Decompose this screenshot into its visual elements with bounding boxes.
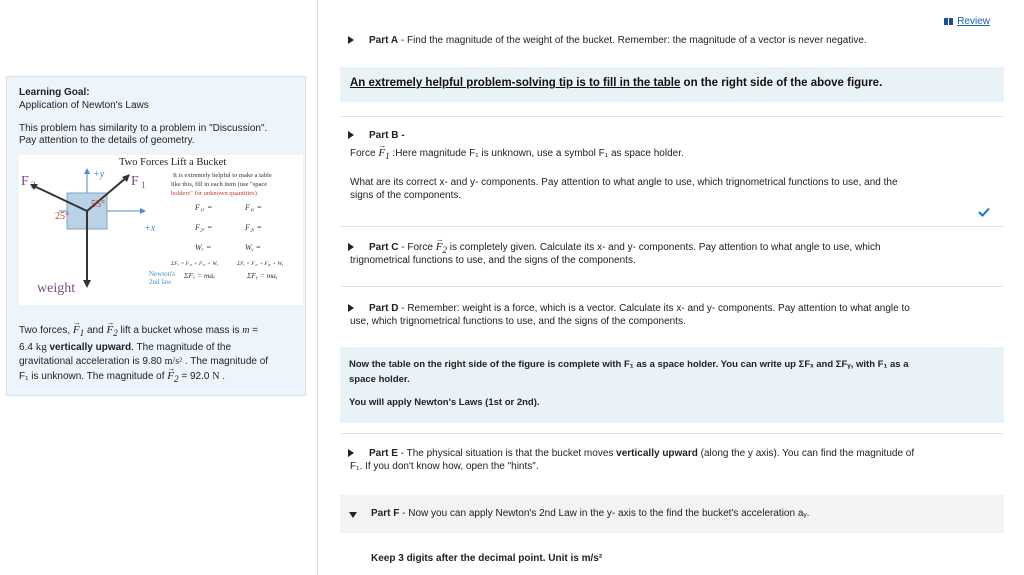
problem-text-1: Two forces, [19,325,73,336]
review-icon [944,18,953,25]
part-f-text: - Now you can apply Newton's 2nd Law in the y- axis to the find the bucket's acceleration aᵧ. [399,508,810,519]
part-b-force-post: :Here magnitude F₁ is unknown, use a symbol F₁ as space holder. [389,148,684,159]
review-label: Review [957,16,990,27]
part-b-q2: signs of the components. [350,190,462,201]
f1-label: F [131,174,139,189]
table-sum-x: ΣFₓ = F₁ₓ + F₂ₓ + Wₓ [171,261,219,267]
panel-divider [317,0,318,575]
part-f [371,507,809,520]
g-unit: m/s² [164,356,183,368]
newton-y: ΣFᵧ = maᵧ [247,271,278,280]
table-f1x: F₁ₓ = [195,203,213,212]
tip-underlined: An extremely helpful problem-solving tip is to fill in the table [350,77,681,89]
f1-vector: → $F_1$ [73,324,84,336]
part-d-label: Part D [369,303,399,314]
note-line-1b: space holder. [349,374,410,385]
force-diagram [19,155,303,305]
plus-x-label: +x [144,223,156,234]
f2-label: F [21,174,29,189]
part-f-label: Part F [371,508,400,519]
table-f1y: F₁ᵧ = [245,203,262,212]
note-text-1 [349,357,999,387]
divider-3 [340,286,1004,287]
part-c-text-1: - Force [398,242,436,253]
problem-eq: = [249,325,259,336]
problem-text-5: . The magnitude of [182,356,269,368]
part-b-force-pre: Force [350,148,379,159]
vertically-upward-text: vertically upward [49,342,132,354]
table-f2y: F₂ᵧ = [245,223,262,232]
part-e-label: Part E [369,448,398,459]
similarity-line-2: Pay attention to the details of geometry. [19,135,195,146]
part-c-text-3: trignometrical functions to use, and the signs of the components. [350,255,636,266]
f2-value: = 92.0 [178,371,213,383]
part-c-expand-icon[interactable] [348,243,354,251]
part-e-text-2: (along the y axis). You can find the magnitude of [697,448,915,459]
part-b-label: Part B [369,130,399,141]
part-d-expand-icon[interactable] [348,304,354,312]
divider-2 [340,226,1004,227]
tip-line-1: It is extremely helpful to make a table [173,172,272,179]
divider-4 [340,433,1004,434]
part-e-text-3: F₁. If you don't know how, open the "hints". [350,461,539,472]
precision-instruction: Keep 3 digits after the decimal point. Unit is m/s² [371,553,603,564]
note-line-1: Now the table on the right side of the figure is complete with F₁ as a space holder. You can write up ΣFₓ and ΣFᵧ, with F₁ as a [349,359,909,370]
part-d-text-1: - Remember: weight is a force, which is a vector. Calculate its x- and y- components. Pay attention to what angle to [398,303,910,314]
similarity-line-1: This problem has similarity to a problem in "Discussion". [19,123,268,134]
part-f-header[interactable] [340,495,1004,533]
table-f2x: F₂ₓ = [195,223,213,232]
note-box [340,347,1004,423]
angle-25-label: 25° [55,211,69,222]
newton-x: ΣFₓ = maₓ [184,271,216,280]
f2-vector: → $F_2$ [106,324,117,336]
learning-goal-panel [6,76,306,396]
part-f-collapse-icon[interactable] [349,512,357,518]
table-wy: Wᵧ = [245,243,261,252]
y-axis-arrow [84,168,90,174]
problem-text-6: F₁ is unknown. The magnitude of [19,371,168,383]
tip-box [340,67,1004,102]
table-wx: Wₓ = [195,243,212,252]
part-b-dash: - [398,130,405,141]
checkmark-icon [978,207,990,217]
angle-55-label: 55° [91,199,105,210]
similarity-note [19,123,299,147]
problem-and: and [84,325,107,336]
part-c-label: Part C [369,242,399,253]
part-d[interactable] [369,302,910,315]
part-c-f2-vector: → $F_2$ [436,241,447,253]
mass-symbol: m [242,325,250,336]
part-a-text: - Find the magnitude of the weight of the bucket. Remember: the magnitude of a vector is never negative. [398,35,867,46]
newton-label-1: Newton's [149,270,176,278]
part-a-label: Part A [369,35,399,46]
tip-line-3: holders" for unknown quantities) [171,190,257,197]
part-e-text-1: - The physical situation is that the bucket moves [397,448,617,459]
problem-statement [19,323,301,386]
problem-text-4: gravitational acceleration is 9.80 [19,356,165,368]
part-a-expand-icon[interactable] [348,36,354,44]
mass-value: 6.4 [19,342,33,354]
part-b-q1: What are its correct x- and y- components. Pay attention to what angle to use, which trignometrical functions to use, and the [350,177,898,188]
divider-1 [340,116,1004,117]
part-d-text-2: use, which trignometrical functions to use, and the signs of the components. [350,316,686,327]
f1-sub: 1 [141,180,146,190]
learning-goal-label: Learning Goal: [19,87,90,98]
part-b[interactable] [369,129,405,142]
bucket-figure [19,155,303,305]
part-e-expand-icon[interactable] [348,449,354,457]
mass-unit: kg [35,341,47,354]
review-link[interactable] [944,16,990,27]
plus-y-label: +y [93,169,105,180]
problem-text-7: . [219,371,226,383]
note-text-2: You will apply Newton's Laws (1st or 2nd). [349,397,540,408]
x-axis-arrow [140,208,146,214]
part-b-expand-icon[interactable] [348,131,354,139]
tip-rest: on the right side of the above figure. [680,77,883,89]
problem-text-2: lift a bucket whose mass is [117,325,243,336]
part-b-force-line [350,147,684,163]
learning-goal-text: Application of Newton's Laws [19,100,149,111]
weight-label: weight [37,281,76,296]
tip-line-2: like this, fill in each item (use "space [171,181,268,188]
table-sum-y: ΣFᵧ = F₁ᵧ + F₂ᵧ + Wᵧ [237,261,284,267]
part-e[interactable] [369,447,914,460]
part-c-text-2: is completely given. Calculate its x- and y- components. Pay attention to what angle to use, which [447,242,881,253]
part-e-bold: vertically upward [616,448,698,459]
f2-vector-2: → $F_2$ [167,370,178,382]
part-b-f1-vector: → $F_1$ [378,147,389,159]
problem-text-3: . The magnitude of the [131,342,232,354]
f2-unit: N [212,371,220,383]
weight-arrowhead [83,280,91,288]
newton-label-2: 2nd law [149,278,172,286]
part-a[interactable] [369,34,867,47]
part-b-question [350,176,898,202]
figure-title: Two Forces Lift a Bucket [119,157,227,168]
